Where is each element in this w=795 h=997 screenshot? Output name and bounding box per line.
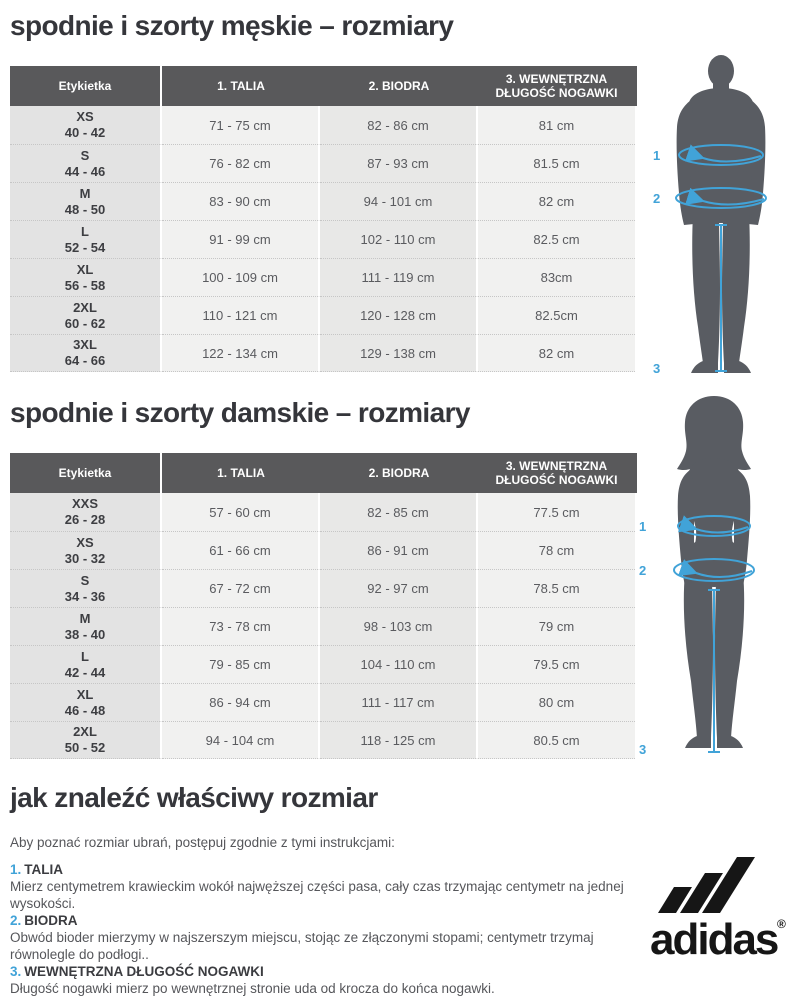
column-header: 1. TALIA (217, 79, 265, 93)
step-number: 2. (10, 913, 22, 928)
column-header: Etykietka (10, 66, 162, 106)
table-row (10, 493, 637, 531)
table-row (10, 258, 637, 296)
step-number: 3. (10, 964, 22, 979)
table-row (10, 531, 637, 569)
table-header-row (10, 66, 637, 106)
waist-cell: 86 - 94 cm (162, 683, 320, 721)
hips-cell: 118 - 125 cm (320, 721, 478, 759)
size-label-cell: XL 46 - 48 (10, 683, 162, 721)
waist-cell: 122 - 134 cm (162, 334, 320, 372)
table-row (10, 182, 637, 220)
hips-cell: 98 - 103 cm (320, 607, 478, 645)
inseam-cell: 82 cm (478, 182, 635, 220)
waist-cell: 79 - 85 cm (162, 645, 320, 683)
size-label-cell: XS 40 - 42 (10, 106, 162, 144)
hips-cell: 87 - 93 cm (320, 144, 478, 182)
inseam-cell: 79.5 cm (478, 645, 635, 683)
hips-cell: 82 - 85 cm (320, 493, 478, 531)
step-text: Mierz centymetrem krawieckim wokół najwęższej części pasa, cały czas trzymając centymetr na jednej wysokości. (10, 879, 624, 911)
guide-title: jak znaleźć właściwy rozmiar (10, 782, 378, 813)
size-label-cell: S 34 - 36 (10, 569, 162, 607)
hips-cell: 104 - 110 cm (320, 645, 478, 683)
size-label-cell: M 38 - 40 (10, 607, 162, 645)
adidas-logo (650, 833, 790, 965)
adidas-stripes-icon (658, 857, 755, 913)
size-label-cell: S 44 - 46 (10, 144, 162, 182)
waist-cell: 57 - 60 cm (162, 493, 320, 531)
table-row (10, 569, 637, 607)
hips-cell: 92 - 97 cm (320, 569, 478, 607)
hips-cell: 111 - 117 cm (320, 683, 478, 721)
step-heading (10, 963, 625, 980)
womens-size-table (10, 453, 637, 759)
size-label-cell: L 52 - 54 (10, 220, 162, 258)
male-silhouette-figure (645, 55, 795, 377)
figure-marker-3: 3 (653, 361, 661, 376)
step-heading-label: WEWNĘTRZNA DŁUGOŚĆ NOGAWKI (24, 964, 264, 979)
step-heading-label: BIODRA (24, 913, 78, 928)
guide-intro: Aby poznać rozmiar ubrań, postępuj zgodnie z tymi instrukcjami: (10, 835, 395, 850)
column-header: 1. TALIA (217, 466, 265, 480)
hips-cell: 129 - 138 cm (320, 334, 478, 372)
hips-cell: 82 - 86 cm (320, 106, 478, 144)
table-row (10, 721, 637, 759)
measure-step-talia (10, 861, 625, 912)
size-label-cell: M 48 - 50 (10, 182, 162, 220)
mens-size-section (10, 8, 640, 372)
table-row (10, 645, 637, 683)
waist-cell: 73 - 78 cm (162, 607, 320, 645)
inseam-cell: 77.5 cm (478, 493, 635, 531)
column-header: 2. BIODRA (368, 79, 430, 93)
hips-cell: 120 - 128 cm (320, 296, 478, 334)
inseam-cell: 78.5 cm (478, 569, 635, 607)
size-label-cell: L 42 - 44 (10, 645, 162, 683)
size-label-cell: 2XL 50 - 52 (10, 721, 162, 759)
waist-cell: 94 - 104 cm (162, 721, 320, 759)
figure-marker-1: 1 (653, 148, 661, 163)
inseam-cell: 78 cm (478, 531, 635, 569)
figure-marker-2: 2 (653, 191, 661, 206)
hips-cell: 111 - 119 cm (320, 258, 478, 296)
table-row (10, 106, 637, 144)
measure-step-nogawka (10, 963, 625, 997)
size-label-cell: XXS 26 - 28 (10, 493, 162, 531)
waist-cell: 61 - 66 cm (162, 531, 320, 569)
figure-marker-3: 3 (639, 742, 647, 757)
inseam-cell: 83cm (478, 258, 635, 296)
size-label-cell: XL 56 - 58 (10, 258, 162, 296)
step-number: 1. (10, 862, 22, 877)
step-text: Obwód bioder mierzymy w najszerszym miejscu, stojąc ze złączonymi stopami; centymetr trzymaj równolegle do podłogi.. (10, 930, 594, 962)
waist-cell: 83 - 90 cm (162, 182, 320, 220)
adidas-wordmark: adidas (650, 915, 778, 964)
size-label-cell: 3XL 64 - 66 (10, 334, 162, 372)
table-row (10, 296, 637, 334)
hips-cell: 94 - 101 cm (320, 182, 478, 220)
measure-step-biodra (10, 912, 625, 963)
male-silhouette-icon (645, 55, 795, 377)
waist-cell: 76 - 82 cm (162, 144, 320, 182)
size-label-cell: 2XL 60 - 62 (10, 296, 162, 334)
table-row (10, 683, 637, 721)
mens-size-table (10, 66, 637, 372)
measure-steps (10, 861, 625, 997)
column-header: 3. WEWNĘTRZNA DŁUGOŚĆ NOGAWKI (495, 459, 618, 487)
figure-marker-1: 1 (639, 519, 647, 534)
waist-cell: 100 - 109 cm (162, 258, 320, 296)
table-row (10, 220, 637, 258)
female-silhouette-figure (633, 390, 795, 765)
inseam-cell: 80.5 cm (478, 721, 635, 759)
step-text: Długość nogawki mierz po wewnętrznej stronie uda od krocza do końca nogawki. (10, 981, 495, 996)
size-label-cell: XS 30 - 32 (10, 531, 162, 569)
step-heading-label: TALIA (24, 862, 64, 877)
waist-cell: 71 - 75 cm (162, 106, 320, 144)
table-row (10, 334, 637, 372)
column-header: 3. WEWNĘTRZNA DŁUGOŚĆ NOGAWKI (495, 72, 618, 100)
table-header-row (10, 453, 637, 493)
inseam-cell: 82 cm (478, 334, 635, 372)
waist-cell: 110 - 121 cm (162, 296, 320, 334)
inseam-cell: 80 cm (478, 683, 635, 721)
adidas-logo-icon (650, 833, 790, 965)
how-to-measure-section (10, 780, 640, 997)
step-heading (10, 861, 625, 878)
table-row (10, 144, 637, 182)
hips-cell: 86 - 91 cm (320, 531, 478, 569)
column-header: 2. BIODRA (368, 466, 430, 480)
hips-cell: 102 - 110 cm (320, 220, 478, 258)
inseam-cell: 82.5cm (478, 296, 635, 334)
figure-marker-2: 2 (639, 563, 647, 578)
mens-section-title: spodnie i szorty męskie – rozmiary (10, 10, 454, 41)
female-silhouette-icon (633, 390, 795, 765)
inseam-cell: 81.5 cm (478, 144, 635, 182)
inseam-cell: 81 cm (478, 106, 635, 144)
womens-size-section (10, 395, 640, 759)
column-header: Etykietka (10, 453, 162, 493)
inseam-cell: 79 cm (478, 607, 635, 645)
inseam-cell: 82.5 cm (478, 220, 635, 258)
step-heading (10, 912, 625, 929)
waist-cell: 91 - 99 cm (162, 220, 320, 258)
waist-cell: 67 - 72 cm (162, 569, 320, 607)
womens-section-title: spodnie i szorty damskie – rozmiary (10, 397, 470, 428)
table-row (10, 607, 637, 645)
registered-mark: ® (777, 917, 786, 931)
